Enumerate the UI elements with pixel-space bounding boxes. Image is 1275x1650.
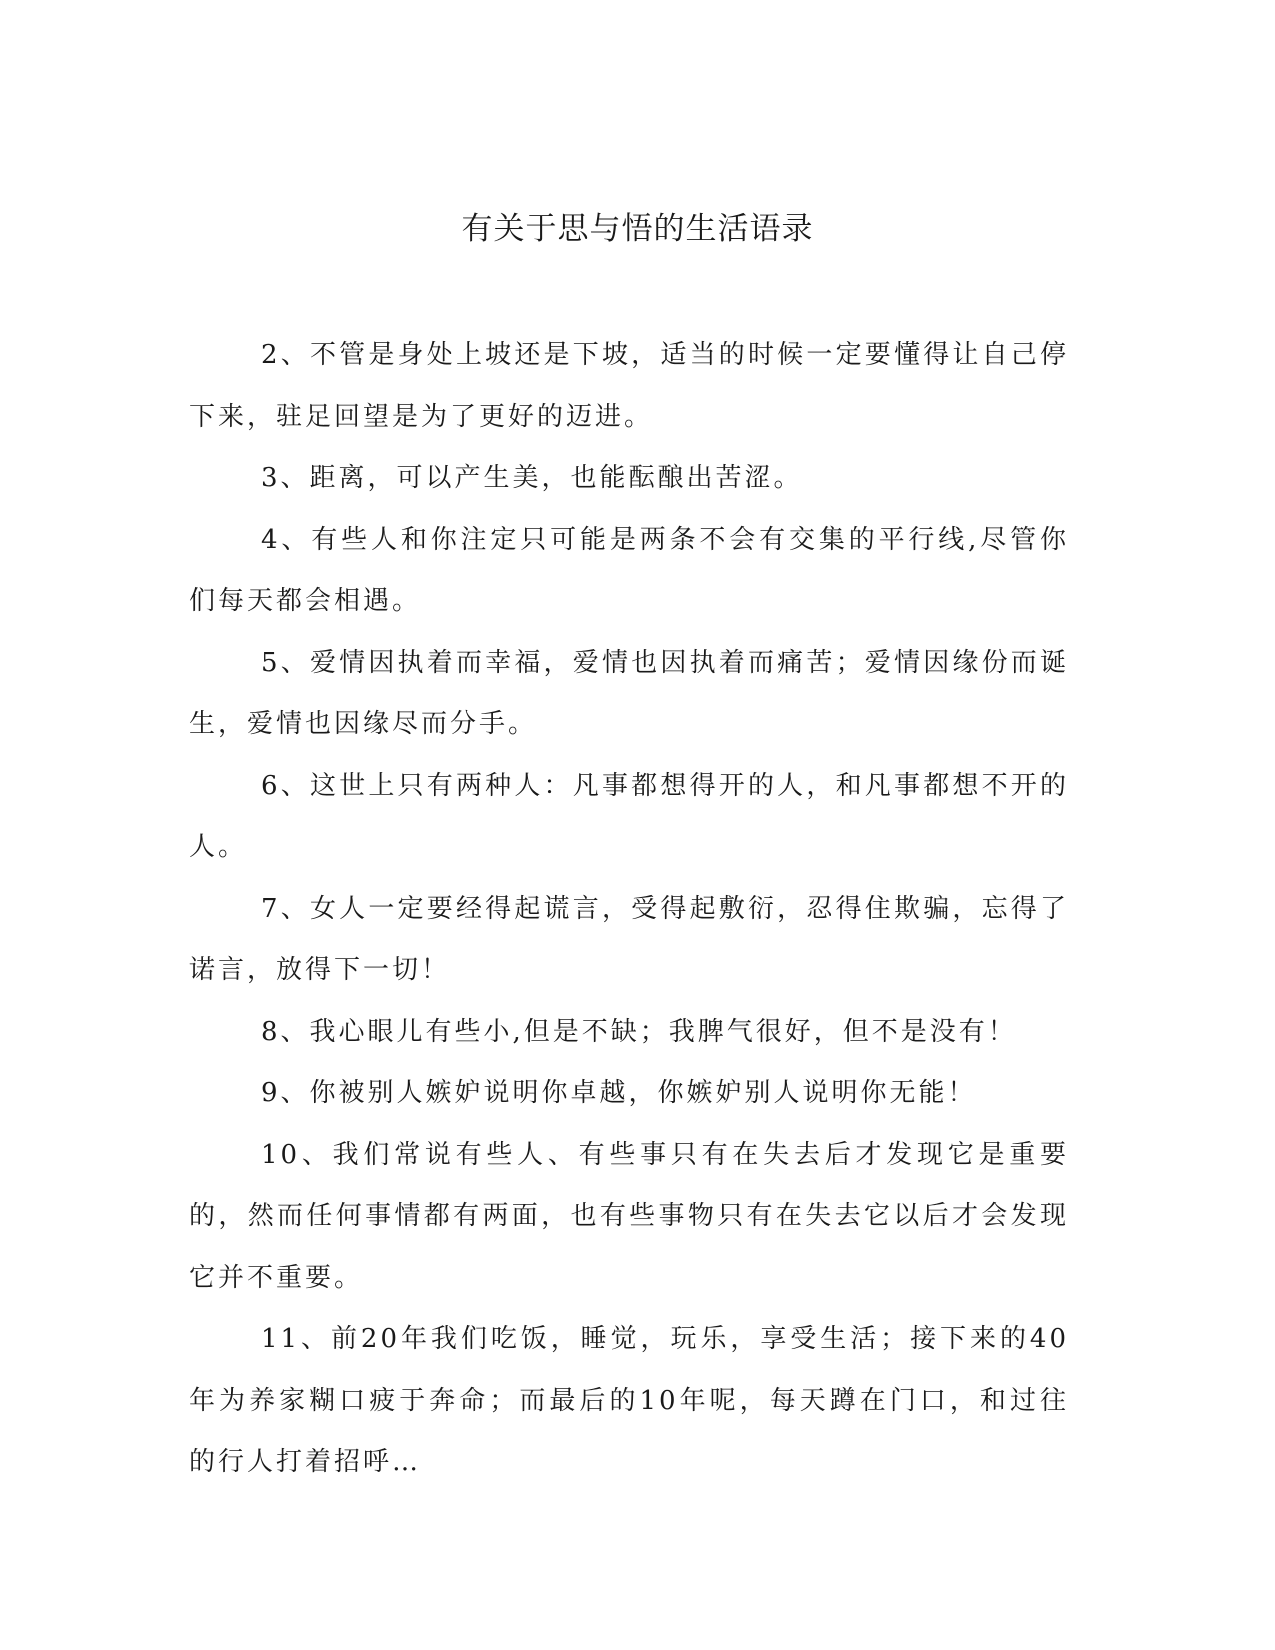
paragraph-5: 5、爱情因执着而幸福，爱情也因执着而痛苦；爱情因缘份而诞生，爱情也因缘尽而分手。: [189, 647, 1069, 739]
paragraph-3: 3、距离，可以产生美，也能酝酿出苦涩。: [261, 463, 803, 493]
paragraph-9: 9、你被别人嫉妒说明你卓越，你嫉妒别人说明你无能！: [261, 1078, 977, 1108]
paragraph-8: 8、我心眼儿有些小,但是不缺；我脾气很好，但不是没有！: [261, 1016, 1017, 1047]
paragraph-6: 6、这世上只有两种人：凡事都想得开的人，和凡事都想不开的人。: [189, 770, 1069, 862]
paragraph-11: 11、前20年我们吃饭，睡觉，玩乐，享受生活；接下来的40年为养家糊口疲于奔命；而最后的10年呢，每天蹲在门口，和过往的行人打着招呼…: [189, 1324, 1069, 1477]
paragraph-4: 4、有些人和你注定只可能是两条不会有交集的平行线,尽管你们每天都会相遇。: [189, 524, 1069, 616]
paragraph-2: 2、不管是身处上坡还是下坡，适当的时候一定要懂得让自己停下来，驻足回望是为了更好的迈进。: [189, 340, 1069, 432]
paragraph-7: 7、女人一定要经得起谎言，受得起敷衍，忍得住欺骗，忘得了诺言，放得下一切！: [189, 893, 1069, 985]
document-body: [189, 325, 1069, 1494]
document-title: 有关于思与悟的生活语录: [461, 211, 814, 247]
paragraph-10: 10、我们常说有些人、有些事只有在失去后才发现它是重要的，然而任何事情都有两面，也有些事物只有在失去它以后才会发现它并不重要。: [189, 1139, 1069, 1293]
